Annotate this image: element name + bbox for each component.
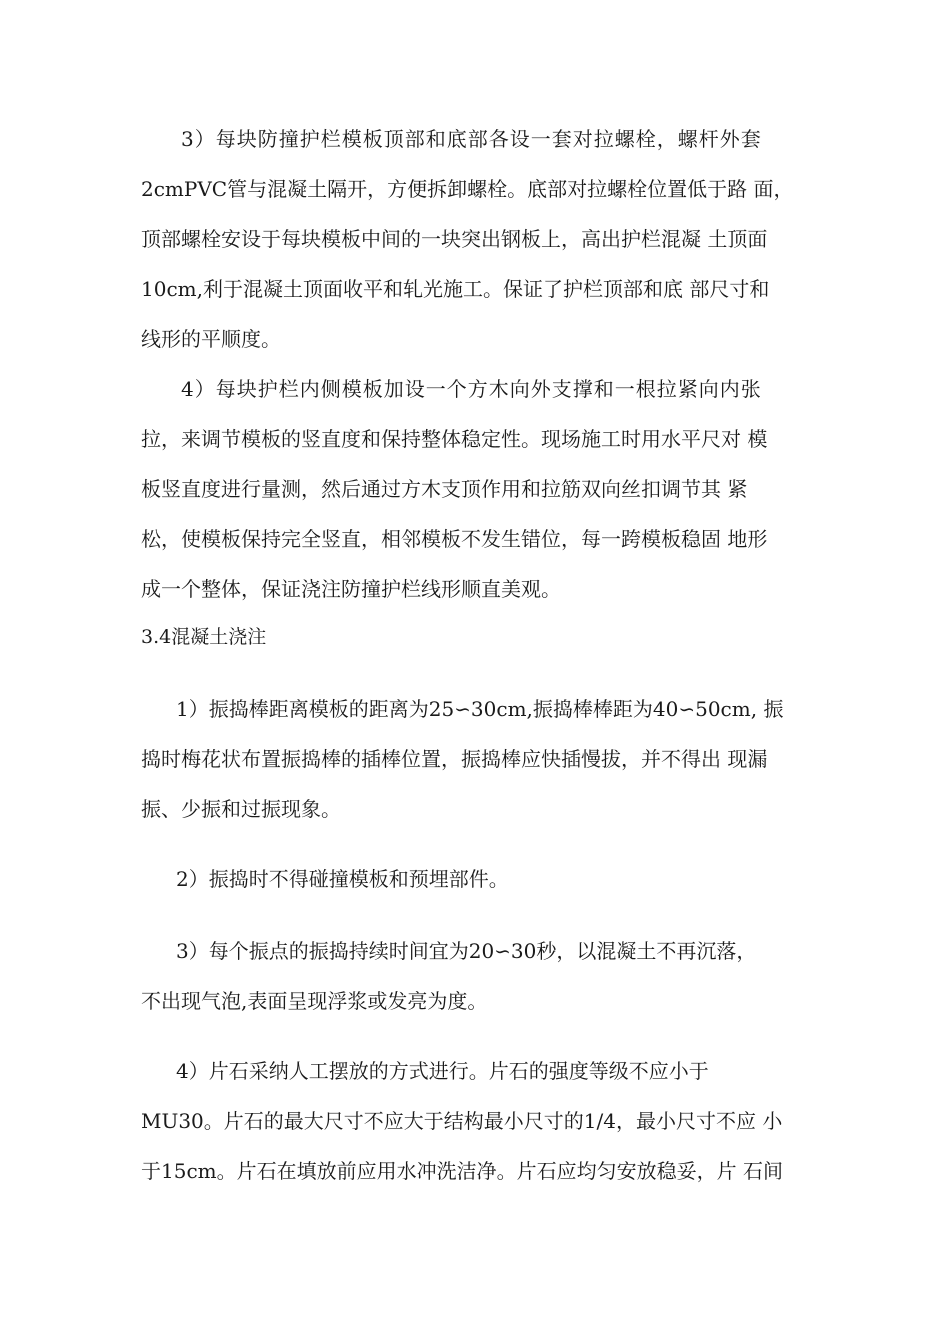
text-line: 于15cm。片石在填放前应用水冲洗洁净。片石应均匀安放稳妥，片 石间 <box>141 1159 783 1183</box>
text-line: 不出现气泡,表面呈现浮浆或发亮为度。 <box>141 989 488 1013</box>
text-line: 10cm,利于混凝土顶面收平和轧光施工。保证了护栏顶部和底 部尺寸和 <box>141 277 770 301</box>
text-line: 线形的平顺度。 <box>141 327 281 351</box>
text-line: 拉，来调节模板的竖直度和保持整体稳定性。现场施工时用水平尺对 模 <box>141 427 768 451</box>
text-line: 松，使模板保持完全竖直，相邻模板不发生错位，每一跨模板稳固 地形 <box>141 527 768 551</box>
text-line: 成一个整体，保证浇注防撞护栏线形顺直美观。 <box>141 577 561 601</box>
section-heading: 3.4混凝土浇注 <box>141 626 267 648</box>
text-line: 4）片石采纳人工摆放的方式进行。片石的强度等级不应小于 <box>176 1059 709 1083</box>
text-line: 2cmPVC管与混凝土隔开，方便拆卸螺栓。底部对拉螺栓位置低于路 面， <box>141 177 794 201</box>
text-line: 3）每块防撞护栏模板顶部和底部各设一套对拉螺栓，螺杆外套 <box>181 127 762 151</box>
text-line: 顶部螺栓安设于每块模板中间的一块突出钢板上，高出护栏混凝 土顶面 <box>141 227 768 251</box>
text-line: 3）每个振点的振捣持续时间宜为20∽30秒，以混凝土不再沉落， <box>176 939 757 963</box>
text-line: 板竖直度进行量测，然后通过方木支顶作用和拉筋双向丝扣调节其 紧 <box>141 477 748 501</box>
text-line: 4）每块护栏内侧模板加设一个方木向外支撑和一根拉紧向内张 <box>181 377 762 401</box>
text-line: 2）振捣时不得碰撞模板和预埋部件。 <box>176 867 509 891</box>
text-line: 捣时梅花状布置振捣棒的插棒位置，振捣棒应快插慢拔，并不得出 现漏 <box>141 747 768 771</box>
text-line: 1）振捣棒距离模板的距离为25∽30cm,振捣棒棒距为40∽50cm, 振 <box>176 697 784 721</box>
text-line: MU30。片石的最大尺寸不应大于结构最小尺寸的1/4，最小尺寸不应 小 <box>141 1109 783 1133</box>
text-line: 振、少振和过振现象。 <box>141 797 341 821</box>
